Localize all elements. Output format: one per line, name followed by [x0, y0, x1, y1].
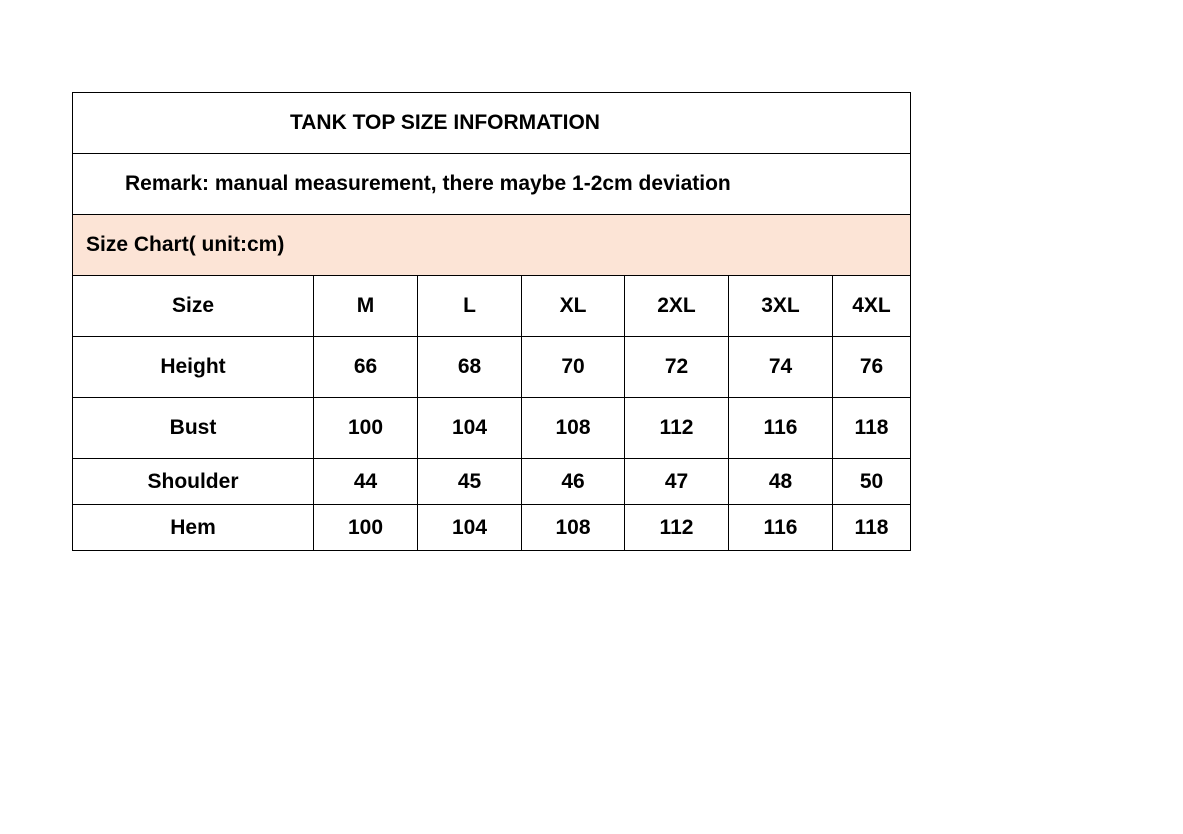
- column-header: M: [314, 276, 418, 337]
- row-label: Height: [73, 337, 314, 398]
- table-cell: 47: [625, 459, 729, 505]
- size-table: [72, 92, 911, 551]
- table-cell: 66: [314, 337, 418, 398]
- table-cell: 118: [833, 505, 911, 551]
- column-header: 3XL: [729, 276, 833, 337]
- table-cell: 108: [522, 398, 625, 459]
- size-chart-label: Size Chart( unit:cm): [73, 215, 911, 276]
- table-cell: 74: [729, 337, 833, 398]
- table-cell: 68: [418, 337, 522, 398]
- table-title: TANK TOP SIZE INFORMATION: [73, 93, 911, 154]
- row-label: Bust: [73, 398, 314, 459]
- table-cell: 50: [833, 459, 911, 505]
- title-row: [73, 93, 911, 154]
- column-header: 4XL: [833, 276, 911, 337]
- remark-row: [73, 154, 911, 215]
- table-cell: 100: [314, 505, 418, 551]
- table-row: [73, 398, 911, 459]
- row-label: Hem: [73, 505, 314, 551]
- table-cell: 118: [833, 398, 911, 459]
- table-row: [73, 459, 911, 505]
- table-cell: 104: [418, 505, 522, 551]
- column-header: L: [418, 276, 522, 337]
- table-cell: 76: [833, 337, 911, 398]
- table-cell: 46: [522, 459, 625, 505]
- table-cell: 116: [729, 505, 833, 551]
- table-row: [73, 337, 911, 398]
- column-header: Size: [73, 276, 314, 337]
- table-cell: 108: [522, 505, 625, 551]
- table-cell: 104: [418, 398, 522, 459]
- table-cell: 72: [625, 337, 729, 398]
- remark-text: Remark: manual measurement, there maybe 1-2cm deviation: [73, 154, 911, 215]
- table-cell: 48: [729, 459, 833, 505]
- table-cell: 100: [314, 398, 418, 459]
- table-cell: 45: [418, 459, 522, 505]
- table-cell: 112: [625, 398, 729, 459]
- table-cell: 112: [625, 505, 729, 551]
- header-row: [73, 276, 911, 337]
- table-cell: 44: [314, 459, 418, 505]
- row-label: Shoulder: [73, 459, 314, 505]
- table-cell: 116: [729, 398, 833, 459]
- table-row: [73, 505, 911, 551]
- column-header: 2XL: [625, 276, 729, 337]
- chart-label-row: [73, 215, 911, 276]
- column-header: XL: [522, 276, 625, 337]
- table-cell: 70: [522, 337, 625, 398]
